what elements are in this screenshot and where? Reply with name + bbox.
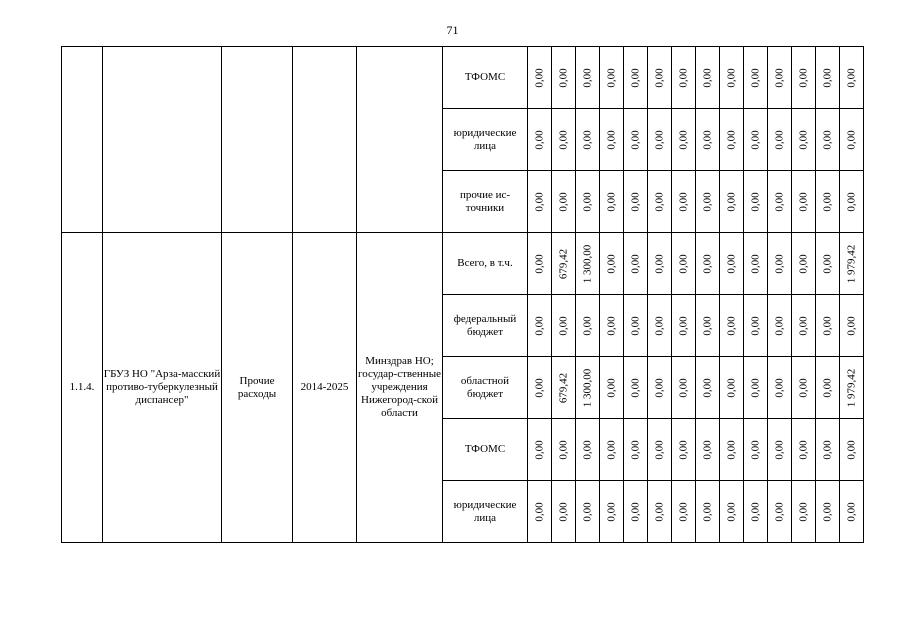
- value-text: 0,00: [557, 439, 569, 460]
- value-cell: [696, 357, 720, 419]
- value-cell: [576, 171, 600, 233]
- value-cell: [840, 357, 864, 419]
- value-cell: [720, 109, 744, 171]
- value-cell: [528, 357, 552, 419]
- value-text: 0,00: [821, 253, 833, 274]
- value-text: 0,00: [557, 67, 569, 88]
- empty-merged-cell: [357, 47, 443, 233]
- value-cell: [792, 171, 816, 233]
- value-text: 0,00: [773, 67, 785, 88]
- value-cell: [768, 233, 792, 295]
- value-text: 0,00: [701, 439, 713, 460]
- value-text: 0,00: [797, 377, 809, 398]
- value-cell: [648, 47, 672, 109]
- value-cell: [672, 47, 696, 109]
- value-cell: [552, 419, 576, 481]
- value-cell: [528, 419, 552, 481]
- value-text: 0,00: [725, 501, 737, 522]
- value-cell: [552, 295, 576, 357]
- value-text: 0,00: [677, 439, 689, 460]
- value-cell: [552, 109, 576, 171]
- value-cell: [552, 47, 576, 109]
- value-text: 0,00: [773, 315, 785, 336]
- value-text: 0,00: [773, 191, 785, 212]
- value-text: 0,00: [845, 191, 857, 212]
- value-text: 0,00: [653, 315, 665, 336]
- value-cell: [768, 357, 792, 419]
- empty-merged-cell: [62, 47, 103, 233]
- value-cell: [840, 171, 864, 233]
- value-cell: [696, 481, 720, 543]
- value-text: 0,00: [653, 129, 665, 150]
- empty-merged-cell: [293, 47, 357, 233]
- value-text: 0,00: [653, 501, 665, 522]
- value-cell: [648, 109, 672, 171]
- value-text: 0,00: [701, 129, 713, 150]
- value-text: 0,00: [581, 439, 593, 460]
- empty-merged-cell: [222, 47, 293, 233]
- value-text: 0,00: [629, 67, 641, 88]
- item-period: 2014-2025: [293, 233, 357, 543]
- value-cell: [744, 233, 768, 295]
- value-cell: [840, 47, 864, 109]
- value-cell: [720, 419, 744, 481]
- value-cell: [768, 419, 792, 481]
- value-text: 0,00: [533, 377, 545, 398]
- value-cell: [672, 357, 696, 419]
- value-text: 0,00: [629, 129, 641, 150]
- value-cell: [672, 171, 696, 233]
- value-text: 0,00: [725, 67, 737, 88]
- value-cell: [600, 233, 624, 295]
- value-cell: [624, 233, 648, 295]
- value-cell: [792, 419, 816, 481]
- value-cell: [552, 357, 576, 419]
- value-cell: [648, 357, 672, 419]
- value-cell: [672, 419, 696, 481]
- value-text: 0,00: [725, 377, 737, 398]
- value-text: 0,00: [605, 501, 617, 522]
- value-text: 0,00: [605, 377, 617, 398]
- funding-source: ТФОМС: [443, 47, 528, 109]
- value-text: 0,00: [701, 67, 713, 88]
- value-cell: [768, 47, 792, 109]
- value-cell: [840, 233, 864, 295]
- value-cell: [816, 295, 840, 357]
- value-text: 0,00: [773, 377, 785, 398]
- funding-source: прочие ис-точники: [443, 171, 528, 233]
- value-text: 0,00: [821, 377, 833, 398]
- value-text: 0,00: [581, 191, 593, 212]
- value-text: 0,00: [845, 315, 857, 336]
- value-text: 0,00: [725, 129, 737, 150]
- value-text: 0,00: [653, 191, 665, 212]
- value-text: 0,00: [725, 439, 737, 460]
- value-text: 0,00: [557, 129, 569, 150]
- value-text: 0,00: [533, 67, 545, 88]
- value-text: 0,00: [677, 253, 689, 274]
- value-text: 0,00: [629, 501, 641, 522]
- value-cell: [696, 171, 720, 233]
- value-cell: [816, 47, 840, 109]
- value-cell: [816, 233, 840, 295]
- item-name: ГБУЗ НО "Арза-масский противо-туберкулезный диспансер": [103, 233, 222, 543]
- value-text: 0,00: [677, 129, 689, 150]
- value-cell: [576, 295, 600, 357]
- value-text: 0,00: [845, 129, 857, 150]
- value-text: 0,00: [677, 191, 689, 212]
- value-text: 0,00: [653, 377, 665, 398]
- value-text: 0,00: [701, 253, 713, 274]
- value-text: 0,00: [605, 439, 617, 460]
- value-text: 0,00: [749, 501, 761, 522]
- value-cell: [600, 47, 624, 109]
- value-text: 0,00: [605, 315, 617, 336]
- value-text: 0,00: [701, 315, 713, 336]
- funding-source: федеральный бюджет: [443, 295, 528, 357]
- expense-type: Прочие расходы: [222, 233, 293, 543]
- value-text: 0,00: [701, 501, 713, 522]
- value-text: 0,00: [605, 129, 617, 150]
- value-cell: [792, 481, 816, 543]
- value-cell: [744, 419, 768, 481]
- funding-source: областной бюджет: [443, 357, 528, 419]
- value-text: 0,00: [677, 315, 689, 336]
- value-text: 0,00: [773, 129, 785, 150]
- value-text: 0,00: [749, 377, 761, 398]
- value-cell: [768, 171, 792, 233]
- value-text: 0,00: [629, 439, 641, 460]
- value-cell: [720, 171, 744, 233]
- value-cell: [576, 357, 600, 419]
- value-text: 0,00: [797, 191, 809, 212]
- value-text: 0,00: [581, 129, 593, 150]
- value-text: 0,00: [581, 501, 593, 522]
- value-text: 0,00: [629, 191, 641, 212]
- value-text: 0,00: [629, 377, 641, 398]
- value-cell: [840, 481, 864, 543]
- value-text: 0,00: [629, 315, 641, 336]
- value-cell: [648, 295, 672, 357]
- value-cell: [648, 419, 672, 481]
- value-text: 0,00: [821, 315, 833, 336]
- value-text: 0,00: [725, 253, 737, 274]
- value-text: 0,00: [701, 191, 713, 212]
- value-cell: [744, 171, 768, 233]
- value-cell: [744, 357, 768, 419]
- value-text: 0,00: [773, 253, 785, 274]
- value-text: 0,00: [533, 191, 545, 212]
- value-cell: [816, 481, 840, 543]
- page-number: 71: [446, 23, 459, 37]
- value-cell: [696, 47, 720, 109]
- value-text: 0,00: [557, 315, 569, 336]
- value-cell: [768, 295, 792, 357]
- value-text: 0,00: [677, 501, 689, 522]
- value-cell: [528, 233, 552, 295]
- value-cell: [576, 109, 600, 171]
- value-text: 0,00: [749, 315, 761, 336]
- value-cell: [528, 109, 552, 171]
- value-text: 1 300,00: [581, 368, 593, 407]
- value-cell: [600, 171, 624, 233]
- value-text: 0,00: [797, 67, 809, 88]
- value-cell: [792, 357, 816, 419]
- item-executor: Минздрав НО; государ-ственные учреждения Нижегород-ской области: [357, 233, 443, 543]
- value-cell: [744, 481, 768, 543]
- value-text: 0,00: [701, 377, 713, 398]
- value-cell: [648, 481, 672, 543]
- value-cell: [528, 171, 552, 233]
- funding-source: ТФОМС: [443, 419, 528, 481]
- value-cell: [576, 481, 600, 543]
- value-cell: [720, 233, 744, 295]
- value-cell: [648, 233, 672, 295]
- value-cell: [816, 419, 840, 481]
- value-cell: [624, 357, 648, 419]
- value-cell: [816, 171, 840, 233]
- value-cell: [792, 109, 816, 171]
- value-cell: [576, 47, 600, 109]
- value-text: 0,00: [749, 191, 761, 212]
- value-text: 0,00: [749, 253, 761, 274]
- value-text: 0,00: [821, 439, 833, 460]
- value-text: 0,00: [845, 501, 857, 522]
- value-cell: [600, 357, 624, 419]
- value-cell: [672, 109, 696, 171]
- value-cell: [720, 481, 744, 543]
- item-number: 1.1.4.: [62, 233, 103, 543]
- value-cell: [744, 295, 768, 357]
- value-text: 0,00: [749, 439, 761, 460]
- value-text: 0,00: [533, 315, 545, 336]
- value-cell: [696, 419, 720, 481]
- value-cell: [744, 47, 768, 109]
- value-text: 0,00: [629, 253, 641, 274]
- value-cell: [672, 233, 696, 295]
- funding-source: юридические лица: [443, 481, 528, 543]
- value-cell: [720, 357, 744, 419]
- value-cell: [648, 171, 672, 233]
- value-text: 0,00: [653, 253, 665, 274]
- funding-source: Всего, в т.ч.: [443, 233, 528, 295]
- value-cell: [600, 419, 624, 481]
- value-text: 1 300,00: [581, 244, 593, 283]
- value-cell: [768, 481, 792, 543]
- value-cell: [792, 47, 816, 109]
- value-text: 0,00: [749, 129, 761, 150]
- value-cell: [792, 233, 816, 295]
- value-text: 0,00: [653, 67, 665, 88]
- empty-merged-cell: [103, 47, 222, 233]
- value-text: 0,00: [605, 191, 617, 212]
- value-text: 0,00: [533, 501, 545, 522]
- value-cell: [624, 419, 648, 481]
- value-text: 0,00: [653, 439, 665, 460]
- value-cell: [720, 295, 744, 357]
- value-text: 0,00: [821, 191, 833, 212]
- funding-source: юридические лица: [443, 109, 528, 171]
- value-text: 0,00: [821, 129, 833, 150]
- value-cell: [840, 295, 864, 357]
- value-cell: [624, 481, 648, 543]
- value-cell: [840, 419, 864, 481]
- value-text: 679,42: [557, 248, 569, 279]
- value-cell: [672, 295, 696, 357]
- value-cell: [528, 47, 552, 109]
- value-text: 0,00: [725, 315, 737, 336]
- value-cell: [552, 481, 576, 543]
- value-cell: [624, 109, 648, 171]
- value-cell: [672, 481, 696, 543]
- value-text: 0,00: [557, 501, 569, 522]
- value-text: 0,00: [845, 439, 857, 460]
- value-text: 0,00: [773, 501, 785, 522]
- value-cell: [696, 109, 720, 171]
- value-text: 0,00: [581, 315, 593, 336]
- value-cell: [816, 357, 840, 419]
- value-cell: [552, 171, 576, 233]
- value-text: 0,00: [749, 67, 761, 88]
- value-cell: [552, 233, 576, 295]
- value-text: 0,00: [605, 253, 617, 274]
- value-cell: [696, 295, 720, 357]
- value-text: 0,00: [821, 67, 833, 88]
- value-text: 0,00: [533, 129, 545, 150]
- value-cell: [600, 481, 624, 543]
- value-cell: [792, 295, 816, 357]
- value-text: 0,00: [797, 439, 809, 460]
- value-text: 679,42: [557, 372, 569, 403]
- value-text: 0,00: [845, 67, 857, 88]
- value-text: 0,00: [797, 501, 809, 522]
- value-cell: [696, 233, 720, 295]
- value-text: 0,00: [605, 67, 617, 88]
- value-text: 0,00: [677, 67, 689, 88]
- value-cell: [600, 109, 624, 171]
- value-cell: [768, 109, 792, 171]
- value-text: 0,00: [533, 439, 545, 460]
- value-text: 0,00: [677, 377, 689, 398]
- value-cell: [576, 419, 600, 481]
- value-text: 0,00: [773, 439, 785, 460]
- value-text: 0,00: [797, 129, 809, 150]
- value-cell: [816, 109, 840, 171]
- value-text: 0,00: [725, 191, 737, 212]
- value-cell: [576, 233, 600, 295]
- value-cell: [624, 295, 648, 357]
- value-cell: [840, 109, 864, 171]
- table-row: [62, 233, 864, 295]
- table-row: [62, 47, 864, 109]
- value-cell: [600, 295, 624, 357]
- value-cell: [720, 47, 744, 109]
- funding-table: [61, 46, 864, 543]
- value-cell: [528, 295, 552, 357]
- value-text: 0,00: [797, 315, 809, 336]
- value-text: 0,00: [797, 253, 809, 274]
- value-text: 1 979,42: [845, 244, 857, 283]
- value-cell: [624, 171, 648, 233]
- value-cell: [744, 109, 768, 171]
- value-cell: [624, 47, 648, 109]
- value-text: 0,00: [581, 67, 593, 88]
- value-text: 0,00: [533, 253, 545, 274]
- value-text: 0,00: [557, 191, 569, 212]
- value-cell: [528, 481, 552, 543]
- value-text: 1 979,42: [845, 368, 857, 407]
- value-text: 0,00: [821, 501, 833, 522]
